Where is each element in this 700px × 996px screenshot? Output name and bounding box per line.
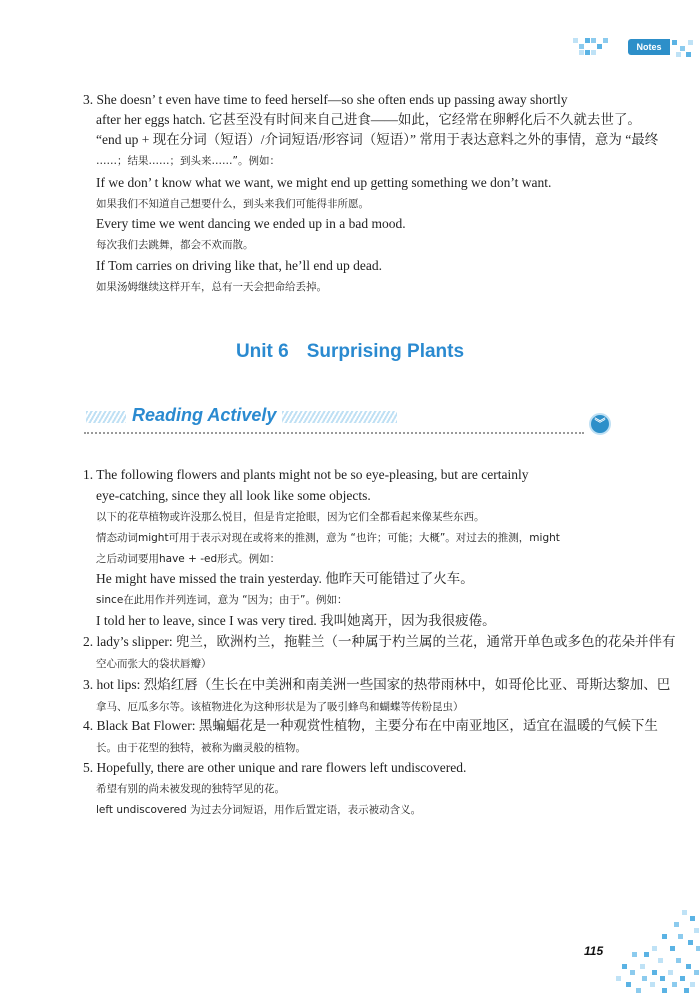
note-line: ……；结果……；到头来……”。例如： (96, 155, 280, 167)
unit-name: Surprising Plants (306, 341, 465, 362)
example-sentence: I told her to leave, since I was very tired. 我叫她离开，因为我很疲倦。 (96, 613, 496, 628)
notes-tab: Notes (628, 39, 670, 55)
note-line: 4. Black Bat Flower: 黑蝙蝠花是一种观赏性植物，主要分布在中南亚地区，适宜在温暖的气候下生 (83, 718, 658, 733)
stripe-decoration (86, 411, 126, 423)
section-title: Reading Actively (132, 405, 277, 425)
note-line: since在此用作并列连词，意为 “因为；由于”。例如： (96, 594, 348, 606)
dotted-divider (84, 432, 584, 434)
unit-title (0, 341, 700, 363)
pixel-decoration-right (672, 40, 700, 60)
note-line: 空心而张大的袋状唇瓣） (96, 658, 212, 670)
pixel-decoration-top (573, 38, 643, 58)
pixel-decoration-bottom (612, 910, 700, 996)
note-line: 长。由于花型的独特，被称为幽灵般的植物。 (96, 742, 306, 754)
note-line: 情态动词might可用于表示对现在或将来的推测，意为 “也许；可能；大概”。对过去的推测，might (96, 532, 560, 544)
note-line: 3. hot lips: 烈焰红唇（生长在中美洲和南美洲一些国家的热带雨林中，如哥伦比亚、哥斯达黎加、巴 (83, 677, 671, 692)
double-chevron-down-icon[interactable]: ︾ (589, 413, 611, 435)
note-line: after her eggs hatch. 它甚至没有时间来自己进食——如此，它经常在卵孵化后不久就去世了。 (96, 112, 641, 127)
example-translation: 如果我们不知道自己想要什么，到头来我们可能得非所愿。 (96, 198, 369, 210)
note-line: 拿马、厄瓜多尔等。该植物进化为这种形状是为了吸引蜂鸟和蝴蝶等传粉昆虫） (96, 701, 464, 713)
example-sentence: If Tom carries on driving like that, he’ll end up dead. (96, 258, 382, 273)
example-sentence: If we don’ t know what we want, we might end up getting something we don’t want. (96, 175, 552, 190)
page-number: 115 (584, 944, 604, 958)
note-line: 5. Hopefully, there are other unique and rare flowers left undiscovered. (83, 760, 467, 775)
note-translation: 希望有别的尚未被发现的独特罕见的花。 (96, 783, 285, 795)
note-line: eye-catching, since they all look like some objects. (96, 488, 371, 503)
note-line: 2. lady’s slipper: 兜兰，欧洲杓兰，拖鞋兰（一种属于杓兰属的兰花，通常开单色或多色的花朵并伴有 (83, 634, 676, 649)
example-sentence: He might have missed the train yesterday. 他昨天可能错过了火车。 (96, 571, 474, 586)
note-line: “end up + 现在分词（短语）/介词短语/形容词（短语）” 常用于表达意料之外的事情，意为 “最终 (96, 132, 659, 147)
note-translation: 以下的花草植物或许没那么悦目，但是肯定抢眼，因为它们全都看起来像某些东西。 (96, 511, 485, 523)
note-line: 之后动词要用have + -ed形式。例如： (96, 553, 281, 565)
example-translation: 如果汤姆继续这样开车，总有一天会把命给丢掉。 (96, 281, 327, 293)
note-line: left undiscovered 为过去分词短语，用作后置定语，表示被动含义。 (96, 804, 422, 816)
note-line: 3. She doesn’ t even have time to feed herself—so she often ends up passing away shortly (83, 92, 568, 107)
reading-actively-header (86, 405, 626, 431)
unit-number: Unit 6 (235, 341, 289, 362)
example-translation: 每次我们去跳舞，都会不欢而散。 (96, 239, 254, 251)
note-line: 1. The following flowers and plants might not be so eye-pleasing, but are certainly (83, 467, 529, 482)
example-sentence: Every time we went dancing we ended up in a bad mood. (96, 216, 406, 231)
stripe-decoration (282, 411, 397, 423)
